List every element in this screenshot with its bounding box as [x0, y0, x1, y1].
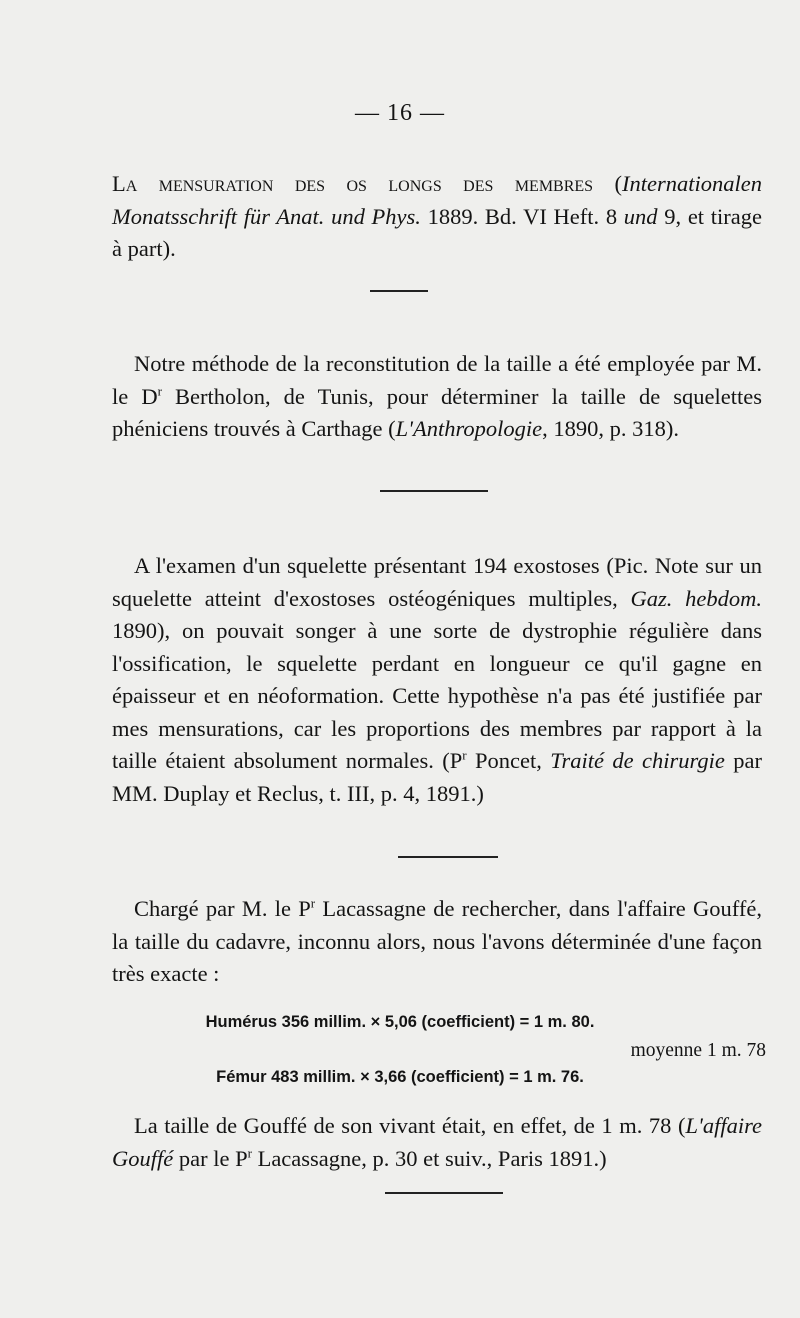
paragraph-mensuration: La mensuration des os longs des membres (Internationalen Monatsschrift für Anat. und Phys. 1889. Bd. VI Heft. 8 und 9, et tirage à part). [112, 171, 762, 261]
humerus-formula: Humérus 356 millim. × 5,06 (coefficient) = 1 m. 80. [205, 1013, 595, 1031]
page-number: — 16 — [355, 100, 445, 126]
journal-name: Gaz. hebdom. [630, 585, 763, 611]
book-title: Traité de chirurgie [550, 748, 725, 773]
divider [385, 1192, 503, 1194]
paragraph-conclusion: La taille de Gouffé de son vivant était, en effet, de 1 m. 78 (L'affaire Gouffé par le $P^r$ Lacassagne, p. 30 et suiv., Paris 1891.) [112, 1113, 762, 1171]
divider [398, 856, 498, 858]
journal-reference: Internationalen Monatsschrift für Anat. und Phys. [112, 171, 762, 229]
section-title: La mensuration des os longs des membres [112, 171, 594, 196]
book-title: L'affaire Gouffé [112, 1113, 762, 1171]
divider [370, 290, 428, 292]
average-height: moyenne 1 m. 78 [630, 1040, 766, 1061]
journal-name: L'Anthropologie [395, 416, 543, 441]
divider [380, 490, 488, 492]
paragraph-gouffe: Chargé par M. le $P^r$ Lacassagne de rechercher, dans l'affaire Gouffé, la taille du cadavre, inconnu alors, nous l'avons déterminée d'une façon très exacte : [112, 895, 762, 986]
paragraph-bertholon: Notre méthode de la reconstitution de la taille a été employée par M. le $D^r$ Bertholon, de Tunis, pour déterminer la taille de squelettes phéniciens trouvés à Carthage (L'Anthropologie, 1890, p. 318). [112, 351, 762, 441]
femur-formula: Fémur 483 millim. × 3,66 (coefficient) = 1 m. 76. [216, 1068, 584, 1086]
paragraph-exostoses: A l'examen d'un squelette présentant 194 exostoses (Pic. Note sur un squelette atteint d'exostoses ostéogéniques multiples, Gaz. hebdom. 1890), on pouvait songer à une sorte de dystrophie régulière dans l'ossification, le squelette perdant en longueur ce qu'il gagne en épaisseur et en néoformation. Cette hypothèse n'a pas été justifiée par mes mensurations, car les proportions des membres par rapport à la taille étaient absolument normales. ($P^r$ Poncet, Traité de chirurgie par MM. Duplay et Reclus, t. III, p. 4, 1891.) [112, 553, 763, 806]
